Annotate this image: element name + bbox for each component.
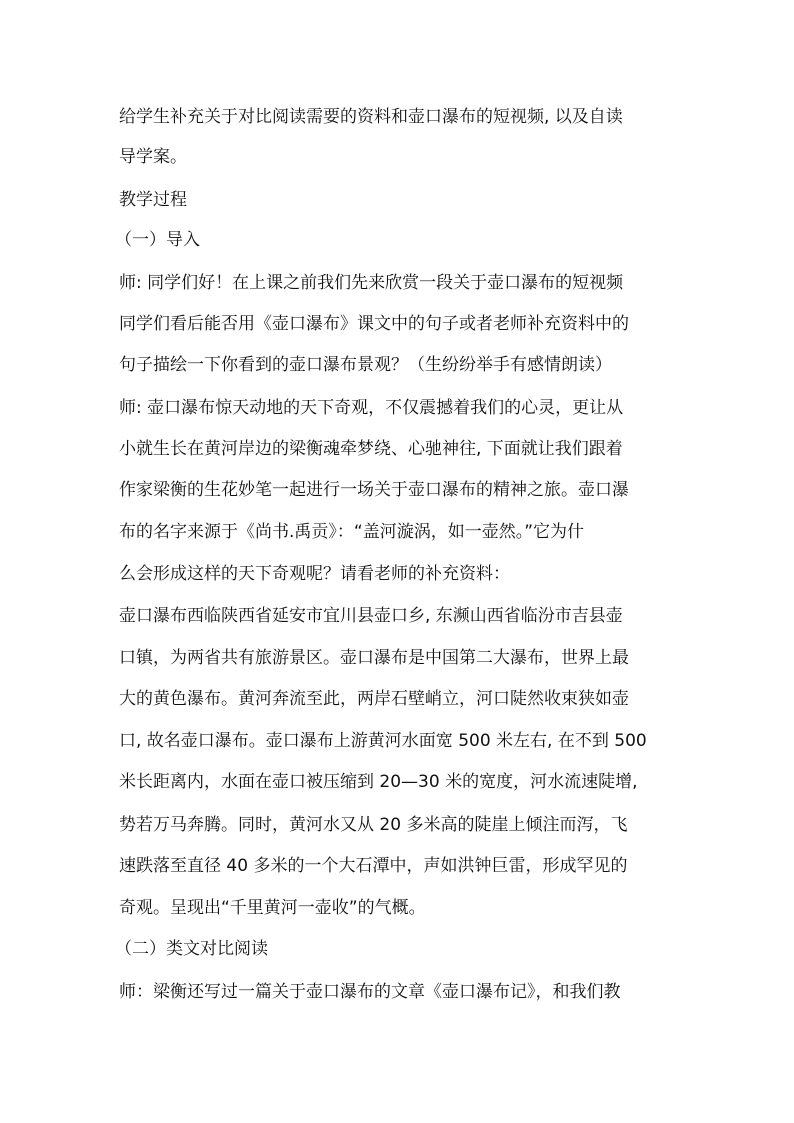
section-heading: 教学过程	[119, 190, 187, 210]
paragraph-line: 小就生长在黄河岸边的梁衡魂牵梦绕、心驰神往, 下面就让我们跟着	[119, 439, 623, 459]
paragraph-line: 速跌落至直径 40 多米的一个大石潭中，声如洪钟巨雷，形成罕见的	[119, 856, 628, 876]
paragraph-line: 同学们看后能否用《壶口瀑布》课文中的句子或者老师补充资料中的	[119, 314, 629, 334]
paragraph-line: 导学案。	[119, 147, 187, 167]
paragraph-line: 奇观。呈现出“千里黄河一壶收”的气概。	[119, 898, 426, 918]
paragraph-line: 给学生补充关于对比阅读需要的资料和壶口瀑布的短视频, 以及自读	[119, 107, 623, 127]
paragraph-line: 布的名字来源于《尚书.禹贡》：“盖河漩涡，如一壶然。”它为什	[119, 522, 585, 542]
paragraph-line: 师：梁衡还写过一篇关于壶口瀑布的文章《壶口瀑布记》，和我们教	[119, 982, 621, 1002]
subsection-heading: （二）类文对比阅读	[115, 939, 268, 959]
paragraph-line: 大的黄色瀑布。黄河奔流至此，两岸石壁峭立，河口陡然收束狭如壶	[119, 689, 629, 709]
paragraph-line: 壶口瀑布西临陕西省延安市宜川县壶口乡, 东濒山西省临汾市吉县壶	[119, 606, 623, 626]
paragraph-line: 米长距离内，水面在壶口被压缩到 20—30 米的宽度，河水流速陡增,	[119, 772, 638, 792]
paragraph-line: 口镇，为两省共有旅游景区。壶口瀑布是中国第二大瀑布，世界上最	[119, 648, 629, 668]
paragraph-line: 么会形成这样的天下奇观呢？请看老师的补充资料：	[119, 564, 510, 584]
paragraph-line: 师: 壶口瀑布惊天动地的天下奇观，不仅震撼着我们的心灵，更让从	[119, 398, 624, 418]
paragraph-line: 作家梁衡的生花妙笔一起进行一场关于壶口瀑布的精神之旅。壶口瀑	[119, 480, 629, 500]
paragraph-line: 句子描绘一下你看到的壶口瀑布景观？（生纷纷举手有感情朗读）	[119, 355, 612, 375]
paragraph-line: 口, 故名壶口瀑布。壶口瀑布上游黄河水面宽 500 米左右, 在不到 500	[119, 731, 647, 751]
paragraph-line: 势若万马奔腾。同时，黄河水又从 20 多米高的陡崖上倾注而泻，飞	[119, 815, 628, 835]
subsection-heading: （一）导入	[115, 230, 200, 250]
paragraph-line: 师: 同学们好！在上课之前我们先来欣赏一段关于壶口瀑布的短视频	[119, 273, 624, 293]
